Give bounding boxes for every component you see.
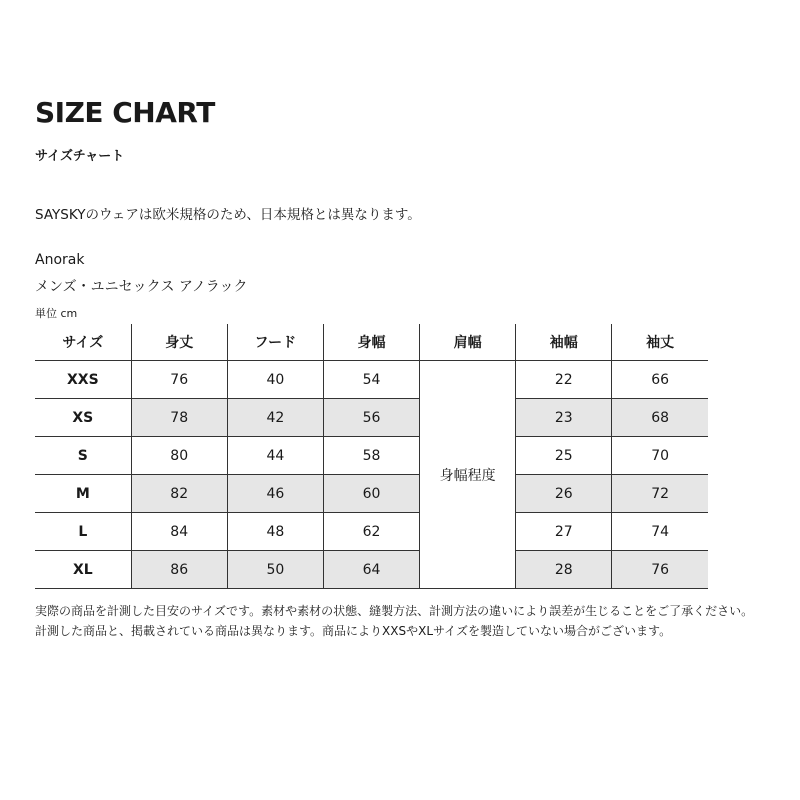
- column-header-width: 身幅: [323, 324, 419, 361]
- column-header-size: サイズ: [35, 324, 131, 361]
- hood-cell: 40: [227, 361, 323, 399]
- size-cell: L: [35, 513, 131, 551]
- shoulder-width-note: 身幅程度: [420, 361, 516, 589]
- page-subtitle: サイズチャート: [35, 149, 125, 164]
- sleeve-width-cell: 26: [516, 475, 612, 513]
- sleeve-length-cell: 70: [612, 437, 708, 475]
- length-cell: 78: [131, 399, 227, 437]
- table-header-row: [35, 324, 708, 361]
- column-header-length: 身丈: [131, 324, 227, 361]
- table-row: [35, 399, 708, 437]
- size-table: [35, 324, 708, 589]
- length-cell: 80: [131, 437, 227, 475]
- sleeve-width-cell: 28: [516, 551, 612, 589]
- hood-cell: 46: [227, 475, 323, 513]
- width-cell: 58: [323, 437, 419, 475]
- hood-cell: 44: [227, 437, 323, 475]
- size-cell: XS: [35, 399, 131, 437]
- table-row: [35, 551, 708, 589]
- product-name-en: Anorak: [35, 252, 85, 268]
- size-cell: S: [35, 437, 131, 475]
- sleeve-width-cell: 22: [516, 361, 612, 399]
- size-cell: XXS: [35, 361, 131, 399]
- sleeve-length-cell: 66: [612, 361, 708, 399]
- footnote-line-1: 実際の商品を計測した目安のサイズです。素材や素材の状態、縫製方法、計測方法の違いにより誤差が生じることをご了承ください。: [35, 604, 754, 618]
- width-cell: 54: [323, 361, 419, 399]
- hood-cell: 42: [227, 399, 323, 437]
- width-cell: 64: [323, 551, 419, 589]
- column-header-shoulder: 肩幅: [420, 324, 516, 361]
- width-cell: 60: [323, 475, 419, 513]
- column-header-hood: フード: [227, 324, 323, 361]
- sleeve-width-cell: 25: [516, 437, 612, 475]
- width-cell: 56: [323, 399, 419, 437]
- sleeve-length-cell: 74: [612, 513, 708, 551]
- footnote: [35, 601, 795, 641]
- sizing-notice: SAYSKYのウェアは欧米規格のため、日本規格とは異なります。: [35, 207, 421, 223]
- length-cell: 82: [131, 475, 227, 513]
- page-title: SIZE CHART: [35, 96, 215, 129]
- sleeve-width-cell: 27: [516, 513, 612, 551]
- table-row: [35, 475, 708, 513]
- sleeve-width-cell: 23: [516, 399, 612, 437]
- unit-label: 単位 cm: [35, 307, 78, 320]
- sleeve-length-cell: 72: [612, 475, 708, 513]
- table-row: [35, 513, 708, 551]
- length-cell: 86: [131, 551, 227, 589]
- width-cell: 62: [323, 513, 419, 551]
- footnote-line-2: 計測した商品と、掲載されている商品は異なります。商品によりXXSやXLサイズを製造していない場合がございます。: [35, 624, 672, 638]
- size-cell: M: [35, 475, 131, 513]
- length-cell: 84: [131, 513, 227, 551]
- size-cell: XL: [35, 551, 131, 589]
- length-cell: 76: [131, 361, 227, 399]
- table-row: [35, 361, 708, 399]
- hood-cell: 50: [227, 551, 323, 589]
- sleeve-length-cell: 76: [612, 551, 708, 589]
- product-name-ja: メンズ・ユニセックス アノラック: [35, 279, 248, 295]
- column-header-sleeve-length: 袖丈: [612, 324, 708, 361]
- sleeve-length-cell: 68: [612, 399, 708, 437]
- table-row: [35, 437, 708, 475]
- column-header-sleeve-width: 袖幅: [516, 324, 612, 361]
- hood-cell: 48: [227, 513, 323, 551]
